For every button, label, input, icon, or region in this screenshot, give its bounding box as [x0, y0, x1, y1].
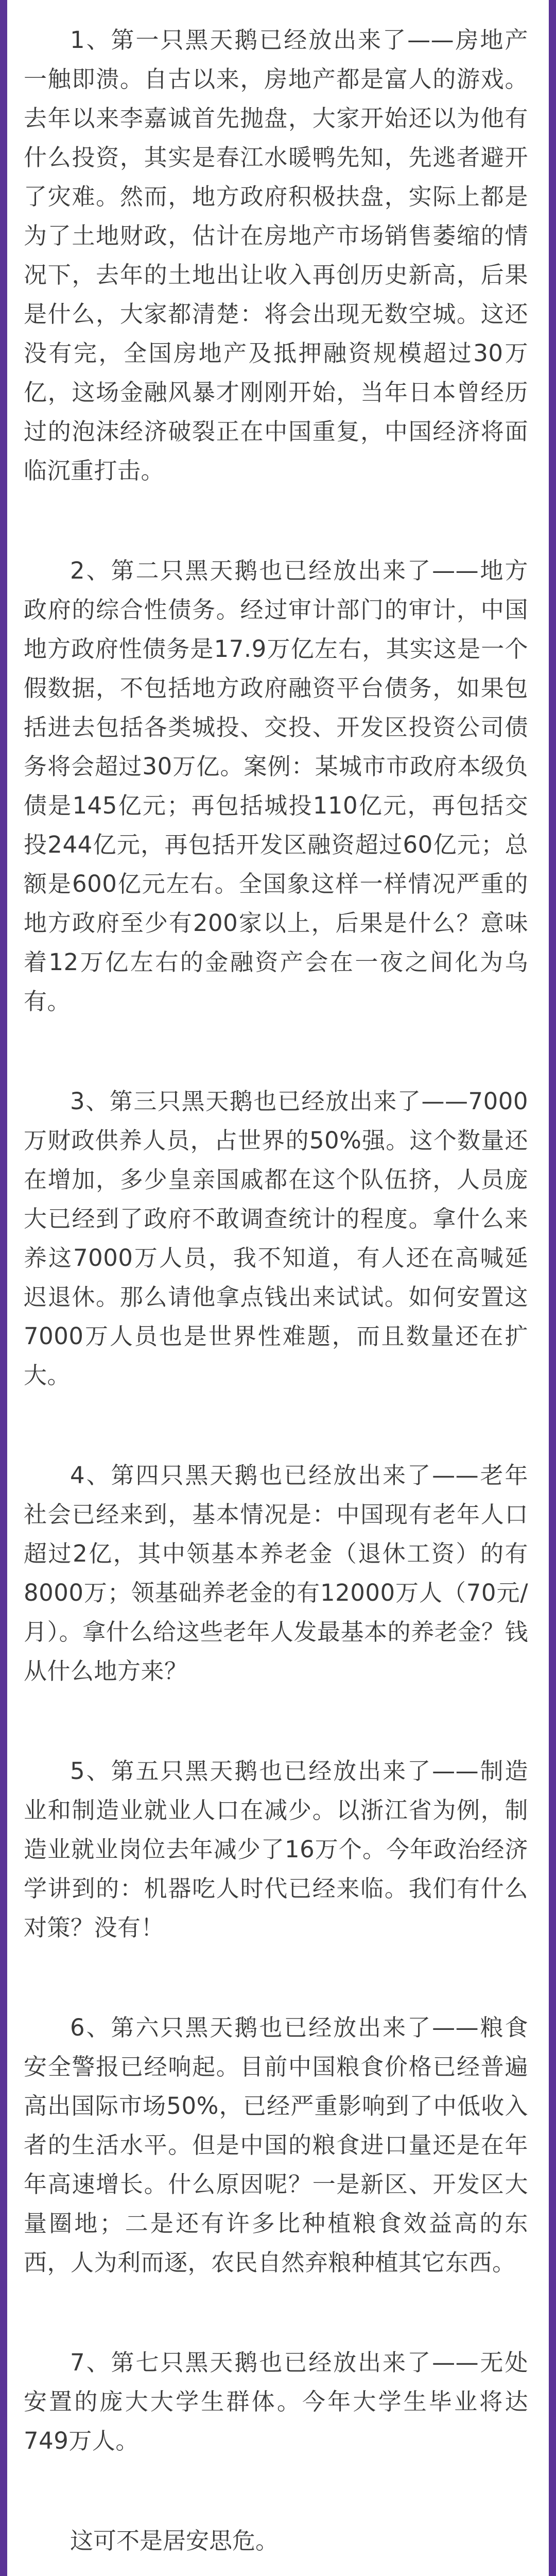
paragraph-7: 7、第七只黑天鹅也已经放出来了——无处安置的庞大大学生群体。今年大学生毕业将达749万人。: [24, 2349, 528, 2454]
paragraph-5: 5、第五只黑天鹅也已经放出来了——制造业和制造业就业人口在减少。以浙江省为例，制造业就业岗位去年减少了16万个。今年政治经济学讲到的：机器吃人时代已经来临。我们有什么对策？没有！: [24, 1757, 528, 1941]
article-body: [24, 21, 528, 2561]
paragraph-1: 1、第一只黑天鹅已经放出来了——房地产一触即溃。自古以来，房地产都是富人的游戏。去年以来李嘉诚首先抛盘，大家开始还以为他有什么投资，其实是春江水暖鸭先知，先逃者避开了灾难。然而，地方政府积极扶盘，实际上都是为了土地财政，估计在房地产市场销售萎缩的情况下，去年的土地出让收入再创历史新高，后果是什么，大家都清楚：将会出现无数空城。这还没有完，全国房地产及抵押融资规模超过30万亿，这场金融风暴才刚刚开始，当年日本曾经历过的泡沫经济破裂正在中国重复，中国经济将面临沉重打击。: [24, 26, 528, 484]
paragraph-3: 3、第三只黑天鹅也已经放出来了——7000万财政供养人员，占世界的50%强。这个数量还在增加，多少皇亲国戚都在这个队伍挤，人员庞大已经到了政府不敢调查统计的程度。拿什么来养这7000万人员，我不知道，有人还在高喊延迟退休。那么请他拿点钱出来试试。如何安置这7000万人员也是世界性难题，而且数量还在扩大。: [24, 1088, 528, 1389]
paragraph-2: 2、第二只黑天鹅也已经放出来了——地方政府的综合性债务。经过审计部门的审计，中国地方政府性债务是17.9万亿左右，其实这是一个假数据，不包括地方政府融资平台债务，如果包括进去包括各类城投、交投、开发区投资公司债务将会超过30万亿。案例：某城市市政府本级负债是145亿元；再包括城投110亿元，再包括交投244亿元，再包括开发区融资超过60亿元；总额是600亿元左右。全国象这样一样情况严重的地方政府至少有200家以上，后果是什么？意味着12万亿左右的金融资产会在一夜之间化为乌有。: [24, 557, 528, 1015]
article-frame: [7, 0, 549, 2576]
paragraph-6: 6、第六只黑天鹅也已经放出来了——粮食安全警报已经响起。目前中国粮食价格已经普遍高出国际市场50%，已经严重影响到了中低收入者的生活水平。但是中国的粮食进口量还是在年年高速增长。什么原因呢？一是新区、开发区大量圈地；二是还有许多比种植粮食效益高的东西，人为利而逐，农民自然弃粮种植其它东西。: [24, 2014, 528, 2276]
paragraph-4: 4、第四只黑天鹅也已经放出来了——老年社会已经来到，基本情况是：中国现有老年人口超过2亿，其中领基本养老金（退休工资）的有8000万；领基础养老金的有12000万人（70元/月）。拿什么给这些老年人发最基本的养老金？钱从什么地方来？: [24, 1462, 528, 1685]
closing-line: 这可不是居安思危。: [70, 2527, 279, 2554]
